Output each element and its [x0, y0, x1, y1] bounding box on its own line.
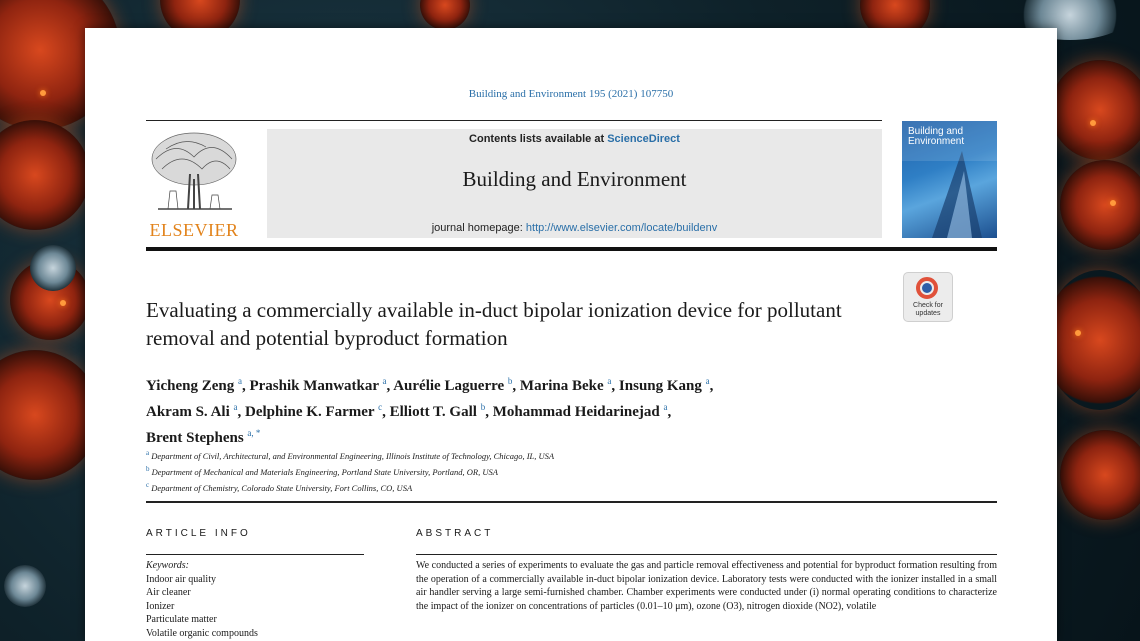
abstract-heading: ABSTRACT: [416, 528, 494, 539]
affiliation: [146, 463, 846, 479]
keyword-item: Particulate matter: [146, 614, 217, 625]
author-name[interactable]: Elliott T. Gall: [389, 404, 477, 420]
author-name[interactable]: Aurélie Laguerre: [393, 378, 505, 394]
affiliation-text: Department of Chemistry, Colorado State University, Fort Collins, CO, USA: [151, 482, 413, 493]
abstract-text: We conducted a series of experiments to evaluate the gas and particle removal effectiveness and potential for byproduct formation resulting from the operation of a commercially available in-duct bipolar ionization device. Laboratory tests were conducted with the ionizer installed in a small air handler serving a large semi-furnished chamber. Chamber experiments were conducted under (i) normal operating conditions to characterize the impact of the ionizer on concentrations of particles (0.01–10 μm), ozone (O3), nitrogen dioxide (NO2), volatile: [416, 560, 997, 612]
keyword-item: Volatile organic compounds: [146, 627, 258, 639]
journal-header-box: [267, 129, 882, 238]
homepage-line: [267, 222, 882, 234]
homepage-link[interactable]: http://www.elsevier.com/locate/buildenv: [525, 222, 718, 234]
homepage-label: journal homepage:: [431, 222, 526, 234]
author-name[interactable]: Mohammad Heidarinejad: [492, 404, 660, 420]
author-affiliation-mark[interactable]: a: [607, 376, 612, 386]
author-name[interactable]: Marina Beke: [519, 378, 604, 394]
virus-spike: [1110, 200, 1116, 206]
crossmark-dot: [922, 283, 932, 293]
author-name[interactable]: Prashik Manwatkar: [249, 378, 379, 394]
elsevier-wordmark: ELSEVIER: [149, 220, 239, 240]
virus-spike: [1090, 120, 1096, 126]
virus-spike: [60, 300, 66, 306]
author-name[interactable]: Yicheng Zeng: [146, 378, 235, 394]
author-name[interactable]: Brent Stephens: [146, 430, 244, 446]
contents-prefix: Contents lists available at: [469, 133, 608, 145]
keyword-item: Air cleaner: [146, 587, 191, 598]
author-name[interactable]: Akram S. Ali: [146, 404, 230, 420]
keywords-block: [146, 559, 364, 640]
virus-decoration: [1050, 60, 1140, 160]
check-for-updates-button[interactable]: [903, 272, 953, 322]
author-affiliation-mark[interactable]: a: [233, 402, 238, 412]
affiliation: [146, 479, 846, 495]
author-affiliation-mark[interactable]: a, *: [247, 428, 261, 438]
author-affiliation-mark[interactable]: a: [663, 402, 668, 412]
affiliation-text: Department of Mechanical and Materials Engineering, Portland State University, Portland, OR, USA: [151, 466, 498, 477]
check-for-updates-label: Check for updates: [913, 302, 943, 317]
keyword-item: Ionizer: [146, 600, 175, 612]
virus-decoration: [0, 120, 90, 230]
author-affiliation-mark[interactable]: b: [507, 376, 513, 386]
contents-line: [267, 133, 882, 145]
article-info-rule: [146, 554, 364, 555]
header-divider: [146, 247, 997, 251]
virus-decoration: [4, 565, 46, 607]
virus-spike: [40, 90, 46, 96]
article-page: [85, 28, 1057, 641]
virus-decoration: [1060, 160, 1140, 250]
journal-citation[interactable]: Building and Environment 195 (2021) 107750: [468, 88, 674, 100]
journal-cover-image[interactable]: [902, 121, 997, 238]
affiliation-mark: b: [146, 464, 150, 473]
affiliation-text: Department of Civil, Architectural, and Environmental Engineering, Illinois Institute of Technology, Chicago, IL, USA: [151, 450, 555, 461]
author-name[interactable]: Delphine K. Farmer: [245, 404, 375, 420]
abstract-rule: [416, 554, 997, 555]
affiliation-list: [146, 447, 846, 494]
virus-decoration: [420, 0, 470, 30]
affiliation-mark: c: [146, 480, 150, 489]
keyword-item: Indoor air quality: [146, 573, 216, 585]
article-title: Evaluating a commercially available in-duct bipolar ionization device for pollutant removal and potential byproduct formation: [146, 298, 842, 350]
affiliation: [146, 447, 846, 463]
author-affiliation-mark[interactable]: c: [378, 402, 383, 412]
cover-title: Building and Environment: [908, 126, 965, 147]
header-rule: [146, 120, 882, 121]
virus-decoration: [1045, 270, 1140, 410]
author-affiliation-mark[interactable]: a: [237, 376, 242, 386]
author-name[interactable]: Insung Kang: [618, 378, 702, 394]
author-affiliation-mark[interactable]: a: [705, 376, 710, 386]
author-affiliation-mark[interactable]: b: [480, 402, 486, 412]
affiliation-mark: a: [146, 449, 150, 457]
author-affiliation-mark[interactable]: a: [382, 376, 387, 386]
virus-decoration: [1060, 430, 1140, 520]
tree-icon: [146, 129, 242, 217]
author-list: Yicheng Zeng $^a$, Prashik Manwatkar $^a$, Aurélie Laguerre $^b$, Marina Beke $^a$, Insung Kang $^a$, Akram S. Ali $^a$, Delphine K. Farmer $^c$, Elliott T. Gall $^b$, Mohammad Heidarinejad $^a$, Brent Stephens $^{a, *}$: [146, 376, 714, 446]
section-divider: [146, 501, 997, 503]
keywords-label: Keywords:: [146, 560, 189, 571]
sciencedirect-link[interactable]: ScienceDirect: [607, 133, 680, 145]
article-info-heading: ARTICLE INFO: [146, 528, 251, 539]
journal-name: Building and Environment: [462, 167, 687, 191]
virus-decoration: [30, 245, 76, 291]
virus-spike: [1075, 330, 1081, 336]
